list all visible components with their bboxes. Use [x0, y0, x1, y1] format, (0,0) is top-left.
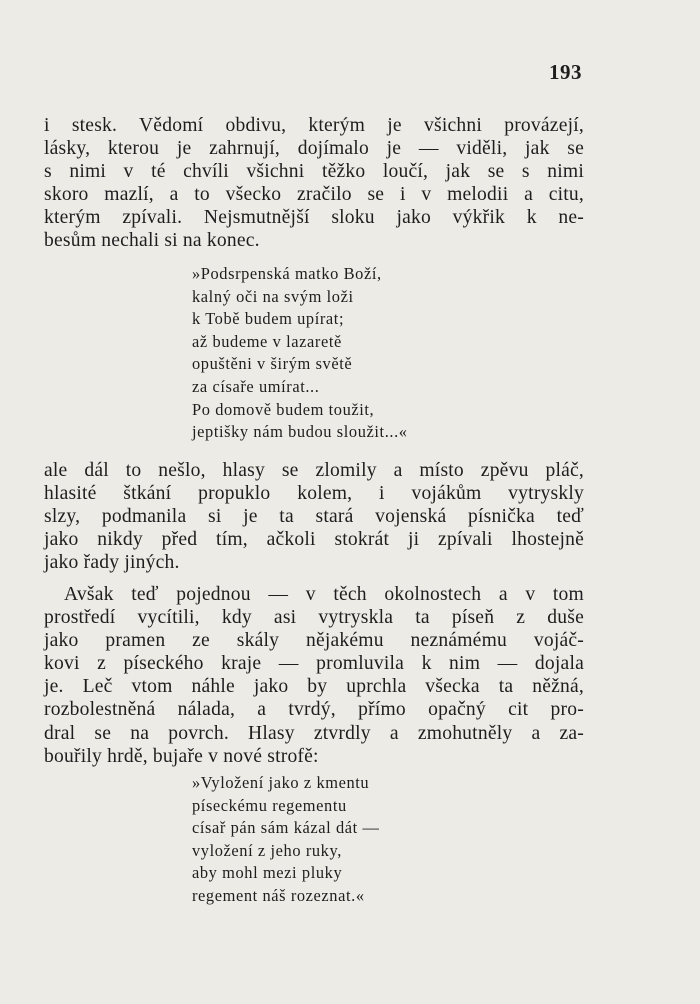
text-line: skoro mazlí, a to všecko zračilo se i v melodii a citu, — [44, 184, 584, 206]
paragraph-3 — [44, 583, 584, 768]
text-line: besům nechali si na konec. — [44, 230, 260, 252]
verse-2 — [192, 772, 492, 908]
text-line: Avšak teď pojednou — v těch okolnostech a v tom — [64, 584, 584, 605]
text-line: kovi z píseckého kraje — promluvila k nim — dojala — [44, 653, 584, 675]
text-line: kterým zpívali. Nejsmutnější sloku jako výkřik k ne- — [44, 207, 584, 229]
text-line: dral se na povrch. Hlasy ztvrdly a zmohutněly a za- — [44, 722, 584, 744]
verse-line: k Tobě budem upírat; — [192, 309, 345, 329]
verse-line: píseckému regementu — [192, 795, 347, 815]
text-line: je. Leč vtom náhle jako by uprchla všecka ta něžná, — [44, 676, 584, 698]
verse-line: »Vyložení jako z kmentu — [192, 773, 370, 792]
verse-line: za císaře umírat... — [192, 376, 320, 396]
verse-line: až budeme v lazaretě — [192, 331, 342, 351]
verse-line: »Podsrpenská matko Boží, — [192, 264, 382, 283]
text-line: prostředí vycítili, kdy asi vytryskla ta píseň z duše — [44, 607, 584, 629]
text-line: ale dál to nešlo, hlasy se zlomily a místo zpěvu pláč, — [44, 460, 584, 481]
verse-line: jeptišky nám budou sloužit...« — [192, 422, 408, 442]
verse-line: císař pán sám kázal dát — — [192, 818, 380, 838]
paragraph-2 — [44, 459, 584, 574]
verse-line: Po domově budem toužit, — [192, 399, 375, 419]
text-line: s nimi v té chvíli všichni těžko loučí, jak se s nimi — [44, 161, 584, 183]
verse-1 — [192, 263, 492, 444]
text-line: hlasité štkání propuklo kolem, i vojákům vytryskly — [44, 483, 584, 505]
page-number: 193 — [549, 60, 582, 84]
verse-line: regement náš rozeznat.« — [192, 885, 365, 905]
text-line: jako nikdy před tím, ačkoli stokrát ji zpívali lhostejně — [44, 529, 584, 551]
verse-line: aby mohl mezi pluky — [192, 863, 343, 883]
verse-line: vyložení z jeho ruky, — [192, 840, 342, 860]
text-line: jako pramen ze skály nějakému neznámému vojáč- — [44, 630, 584, 652]
text-line: i stesk. Vědomí obdivu, kterým je všichni provázejí, — [44, 115, 584, 136]
text-line: rozbolestněná nálada, a tvrdý, přímo opačný cit pro- — [44, 699, 584, 721]
verse-line: kalný oči na svým loži — [192, 286, 354, 306]
paragraph-1 — [44, 114, 584, 253]
text-line: slzy, podmanila si je ta stará vojenská písnička teď — [44, 506, 584, 528]
verse-line: opuštěni v širým světě — [192, 354, 353, 374]
text-line: bouřily hrdě, bujaře v nové strofě: — [44, 745, 319, 767]
text-line: lásky, kterou je zahrnují, dojímalo je — viděli, jak se — [44, 138, 584, 160]
text-line: jako řady jiných. — [44, 552, 180, 574]
